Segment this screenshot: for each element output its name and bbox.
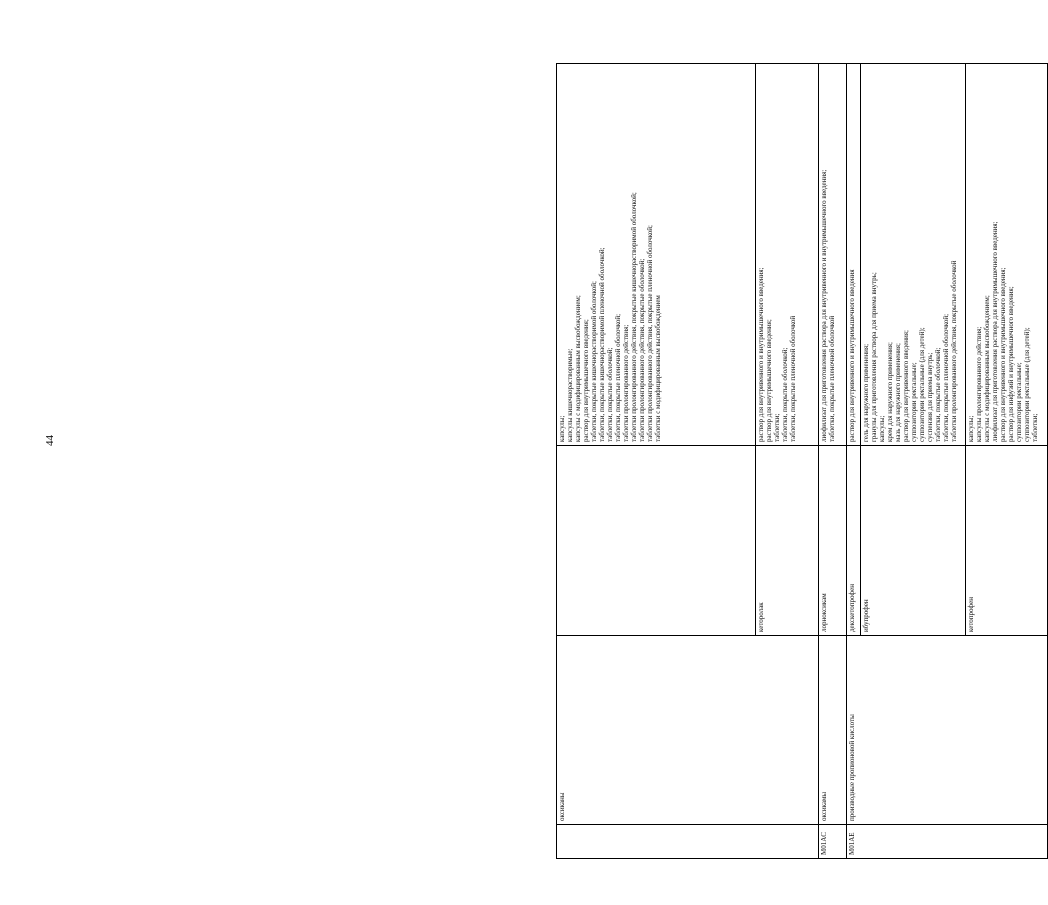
- forms-cell: [847, 64, 861, 446]
- form-line: таблетки, покрытые оболочкой;: [781, 347, 789, 442]
- form-line: таблетки, покрытые пленочной оболочкой;: [942, 313, 950, 442]
- substance-cell: лорноксикам: [819, 446, 847, 636]
- form-line: таблетки;: [773, 413, 781, 442]
- form-line: таблетки с модифицированным высвобождением: [654, 295, 662, 442]
- substance-cell: кеторолак: [756, 446, 819, 636]
- substance-cell: ибупрофен: [861, 446, 966, 636]
- page-number: 44: [44, 435, 56, 446]
- form-line: таблетки пролонгированного действия, покрытые пленочной оболочкой;: [646, 225, 654, 442]
- form-line: гранулы для приготовления раствора для приема внутрь;: [870, 272, 878, 442]
- form-line: таблетки, покрытые пленочной оболочкой: [828, 315, 836, 442]
- form-line: суппозитории ректальные (для детей);: [1023, 327, 1031, 442]
- table-row: [557, 64, 756, 859]
- group-cell: оксикамы: [819, 636, 847, 825]
- form-line: капсулы;: [558, 415, 566, 442]
- form-line: лиофилизат для приготовления раствора для внутримышечного введения;: [991, 221, 999, 442]
- form-line: раствор для инфузий и внутримышечного введения;: [1007, 286, 1015, 442]
- form-line: капсулы с модифицированным высвобождением;: [983, 295, 991, 442]
- form-line: капсулы с модифицированным высвобождением;: [574, 295, 582, 442]
- form-line: таблетки, покрытые пленочной оболочкой: [789, 315, 797, 442]
- form-line: таблетки;: [1031, 413, 1039, 442]
- atc-code-cell: [557, 825, 819, 859]
- form-line: раствор для внутривенного введения;: [902, 330, 910, 442]
- form-line: таблетки пролонгированного действия, покрытые оболочкой;: [638, 258, 646, 442]
- form-line: таблетки, покрытые кишечнорастворимой оболочкой;: [590, 281, 598, 442]
- form-line: суппозитории ректальные;: [910, 362, 918, 442]
- form-line: лиофилизат для приготовления раствора для внутривенного и внутримышечного введения;: [820, 169, 828, 442]
- form-line: таблетки, покрытые пленочной оболочкой;: [614, 313, 622, 442]
- form-line: мазь для наружного применения;: [894, 343, 902, 442]
- forms-cell: [756, 64, 819, 446]
- drug-table: [556, 63, 1048, 859]
- form-line: раствор для внутривенного и внутримышечного введения;: [757, 267, 765, 442]
- form-line: таблетки, покрытые оболочкой;: [934, 347, 942, 442]
- forms-cell: [557, 64, 756, 446]
- forms-cell: [861, 64, 966, 446]
- form-line: раствор для внутримышечного введения;: [765, 319, 773, 442]
- form-line: крем для наружного применения;: [886, 342, 894, 442]
- form-line: суппозитории ректальные;: [1015, 362, 1023, 442]
- rotated-page-content: [556, 64, 1047, 859]
- form-line: капсулы пролонгированного действия;: [975, 326, 983, 442]
- form-line: раствор для внутримышечного введения;: [582, 319, 590, 442]
- table-row: [847, 64, 861, 859]
- form-line: суспензия для приема внутрь;: [926, 352, 934, 442]
- form-line: таблетки пролонгированного действия;: [622, 324, 630, 442]
- form-line: гель для наружного применения;: [862, 343, 870, 442]
- form-line: капсулы кишечнорастворимые;: [566, 348, 574, 442]
- form-line: таблетки, покрытые кишечнорастворимой пленочной оболочкой;: [598, 247, 606, 442]
- group-cell: оксиканы: [557, 636, 819, 825]
- substance-cell: кетопрофен: [966, 446, 1048, 636]
- form-line: капсулы;: [967, 415, 975, 442]
- atc-code-cell: M01AE: [847, 825, 1048, 859]
- form-line: суппозитории ректальные (для детей);: [918, 327, 926, 442]
- atc-code-cell: M01AC: [819, 825, 847, 859]
- form-line: раствор для внутривенного и внутримышечного введения;: [999, 267, 1007, 442]
- forms-cell: [819, 64, 847, 446]
- forms-cell: [966, 64, 1048, 446]
- substance-cell: [557, 446, 756, 636]
- form-line: раствор для внутривенного и внутримышечного введения: [848, 269, 856, 442]
- table-row: [819, 64, 847, 859]
- form-line: таблетки пролонгированного действия, покрытые оболочкой: [950, 260, 958, 442]
- form-line: таблетки, покрытые оболочкой;: [606, 347, 614, 442]
- form-line: таблетки пролонгированного действия, покрытые кишечнорастворимой оболочкой;: [630, 192, 638, 442]
- group-cell: производные пропионовой кислоты: [847, 636, 1048, 825]
- form-line: капсулы;: [878, 415, 886, 442]
- substance-cell: декскетопрофен: [847, 446, 861, 636]
